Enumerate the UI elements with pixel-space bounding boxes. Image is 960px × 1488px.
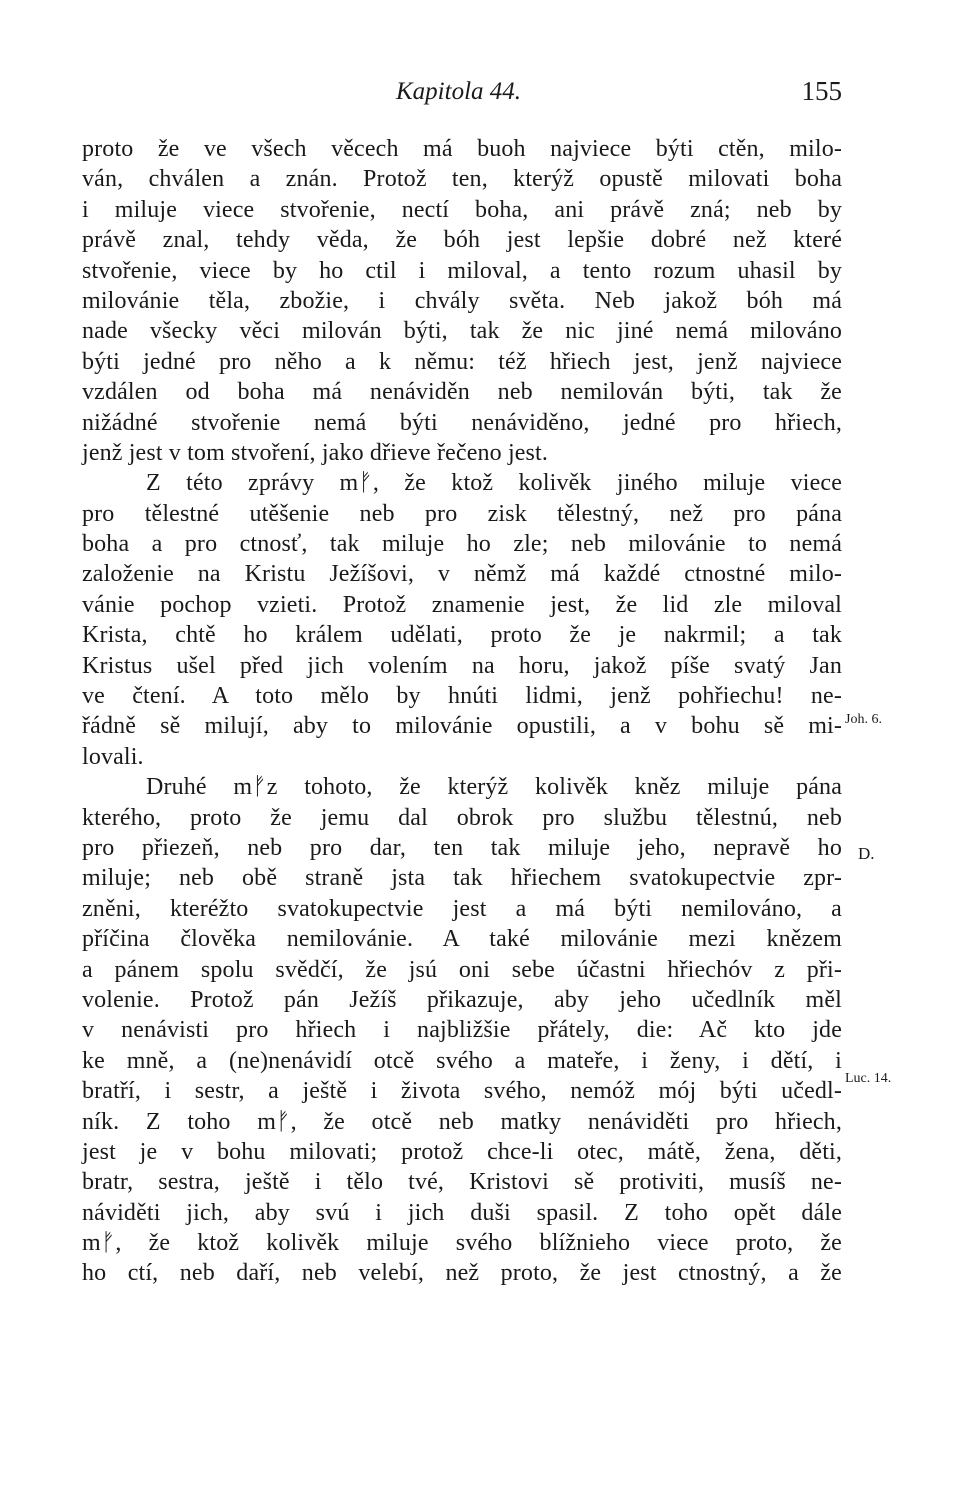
- text-line: ke mně, a (ne)nenávidí otcě svého a mateře, i ženy, i dětí, i: [82, 1047, 842, 1074]
- text-line: vzdálen od boha má nenáviděn neb nemilován býti, tak že: [82, 379, 842, 406]
- text-line: ve čtení. A toto mělo by hnúti lidmi, jenž pohřiechu! ne-: [82, 683, 842, 710]
- text-line: ván, chválen a znán. Protož ten, kterýž opustě milovati boha: [82, 166, 842, 193]
- text-line: pro přiezeň, neb pro dar, ten tak miluje jeho, nepravě ho: [82, 834, 842, 861]
- text-line: mᚠ, že ktož kolivěk miluje svého blížnieho viece proto, že: [82, 1230, 842, 1257]
- text-line: miluje; neb obě straně jsta tak hřiechem svatokupectvie zpr-: [82, 865, 842, 892]
- text-line: Krista, chtě ho králem udělati, proto že je nakrmil; a tak: [82, 622, 842, 649]
- text-line: jest je v bohu milovati; protož chce-li otec, mátě, žena, děti,: [82, 1138, 842, 1165]
- text-line: i miluje viece stvořenie, nectí boha, ani právě zná; neb by: [82, 196, 842, 223]
- text-line: volenie. Protož pán Ježíš přikazuje, aby jeho učedlník měl: [82, 986, 842, 1013]
- running-title: Kapitola 44.: [396, 78, 522, 105]
- text-line: ník. Z toho mᚠ, že otcě neb matky nenáviděti pro hřiech,: [82, 1108, 842, 1135]
- text-line: stvořenie, viece by ho ctil i miloval, a tento rozum uhasil by: [82, 257, 842, 284]
- margin-note-luc: Luc. 14.: [845, 1071, 892, 1086]
- text-line: lovali.: [82, 743, 144, 770]
- text-line: náviděti jich, aby svú i jich duši spasil. Z toho opět dále: [82, 1199, 842, 1226]
- text-line: proto že ve všech věcech má buoh najviece býti ctěn, milo-: [82, 136, 842, 162]
- text-line: řádně sě milují, aby to milovánie opustili, a v bohu sě mi-: [82, 713, 842, 740]
- page-header: [0, 72, 960, 112]
- text-line: zněni, kteréžto svatokupectvie jest a má býti nemilováno, a: [82, 895, 842, 922]
- text-line: býti jedné pro něho a k němu: též hřiech jest, jenž najviece: [82, 348, 842, 375]
- text-line: nade všecky věci milován býti, tak že nic jiné nemá milováno: [82, 318, 842, 345]
- text-line: bratr, sestra, ještě i tělo tvé, Kristovi sě protiviti, musíš ne-: [82, 1169, 842, 1196]
- text-line: jenž jest v tom stvoření, jako dřieve řečeno jest.: [82, 439, 549, 466]
- text-line: ho ctí, neb daří, neb velebí, než proto, že jest ctnostný, a že: [82, 1260, 842, 1287]
- text-line: právě znal, tehdy věda, že bóh jest lepšie dobré než které: [82, 227, 842, 254]
- paragraph-start-line: Z této zprávy mᚠ, že ktož kolivěk jiného miluje viece: [146, 470, 842, 497]
- text-line: příčina člověka nemilovánie. A také milovánie mezi knězem: [82, 926, 842, 953]
- paragraph-start-line: Druhé mᚠz tohoto, že kterýž kolivěk kněz miluje pána: [146, 774, 842, 801]
- text-line: bratří, i sestr, a ještě i života svého, nemóž mój býti učedl-: [82, 1078, 842, 1105]
- text-line: Kristus ušel před jich volením na horu, jakož píše svatý Jan: [82, 652, 842, 679]
- text-line: pro tělestné utěšenie neb pro zisk tělestný, než pro pána: [82, 500, 842, 527]
- text-line: kterého, proto že jemu dal obrok pro službu tělestnú, neb: [82, 804, 842, 831]
- text-line: vánie pochop vzieti. Protož znamenie jest, že lid zle miloval: [82, 591, 842, 618]
- margin-note-joh: Joh. 6.: [845, 712, 882, 727]
- text-line: založenie na Kristu Ježíšovi, v němž má každé ctnostné milo-: [82, 561, 842, 588]
- body-text: [82, 134, 842, 1289]
- text-line: nižádné stvořenie nemá býti nenáviděno, jedné pro hřiech,: [82, 409, 842, 436]
- text-line: boha a pro ctnosť, tak miluje ho zle; neb milovánie to nemá: [82, 531, 842, 558]
- page-number: 155: [801, 76, 842, 106]
- text-line: v nenávisti pro hřiech i najbližšie přátely, die: Ač kto jde: [82, 1017, 842, 1044]
- text-line: a pánem spolu svědčí, že jsú oni sebe účastni hřiechóv z při-: [82, 956, 842, 983]
- text-line: milovánie těla, zbožie, i chvály světa. Neb jakož bóh má: [82, 287, 842, 314]
- margin-note-d: D.: [858, 844, 875, 863]
